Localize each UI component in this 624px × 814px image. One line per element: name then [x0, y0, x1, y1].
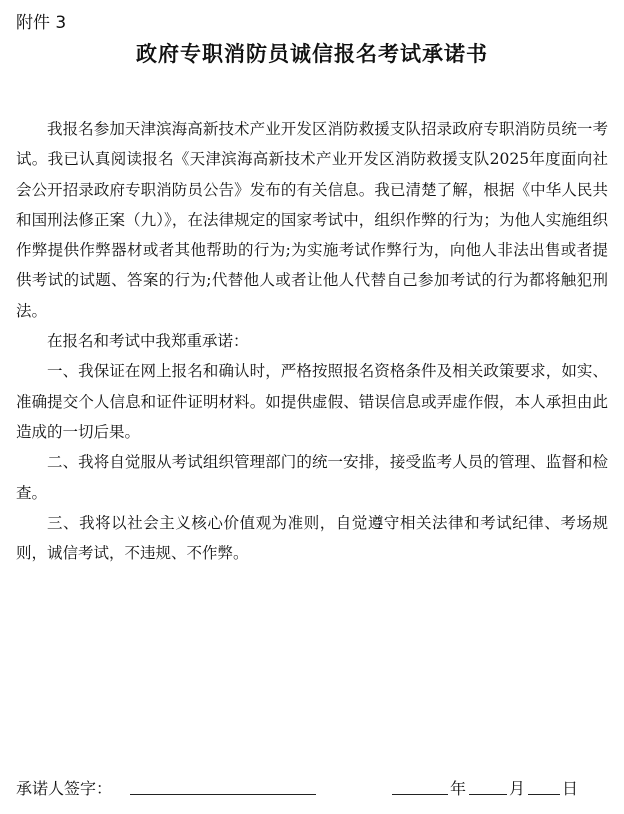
pledge-heading-paragraph: 在报名和考试中我郑重承诺： — [47, 332, 249, 351]
pledge-item-1: 一、我保证在网上报名和确认时，严格按照报名资格条件及相关政策要求，如实、准确提交个人信息和证件证明材料。如提供虚假、错误信息或弄虚作假，本人承担由此造成的一切后果。 — [16, 362, 608, 441]
year-label: 年 — [450, 779, 467, 798]
signature-row — [16, 774, 608, 800]
signature-label: 承诺人签字： — [16, 779, 113, 798]
pledge-item-2: 二、我将自觉服从考试组织管理部门的统一安排，接受监考人员的管理、监督和检查。 — [16, 453, 608, 502]
commitment-body — [16, 114, 608, 568]
day-label: 日 — [562, 779, 579, 798]
month-blank[interactable] — [469, 774, 507, 795]
document-title: 政府专职消防员诚信报名考试承诺书 — [136, 42, 488, 66]
year-blank[interactable] — [392, 774, 448, 795]
month-label: 月 — [509, 779, 526, 798]
pledge-item-3: 三、我将以社会主义核心价值观为准则，自觉遵守相关法律和考试纪律、考场规则，诚信考试，不违规、不作弊。 — [16, 513, 608, 563]
day-blank[interactable] — [528, 774, 560, 795]
signature-line[interactable] — [130, 774, 316, 795]
attachment-label: 附件 3 — [16, 13, 67, 33]
intro-paragraph: 我报名参加天津滨海高新技术产业开发区消防救援支队招录政府专职消防员统一考试。我已认真阅读报名《天津滨海高新技术产业开发区消防救援支队2025年度面向社会公开招录政府专职消防员公告》发布的有关信息。我已清楚了解，根据《中华人民共和国刑法修正案（九）》，在法律规定的国家考试中，组织作弊的行为；为他人实施组织作弊提供作弊器材或者其他帮助的行为;为实施考试作弊行为，向他人非法出售或者提供考试的试题、答案的行为;代替他人或者让他人代替自己参加考试的行为都将触犯刑法。 — [16, 120, 608, 320]
